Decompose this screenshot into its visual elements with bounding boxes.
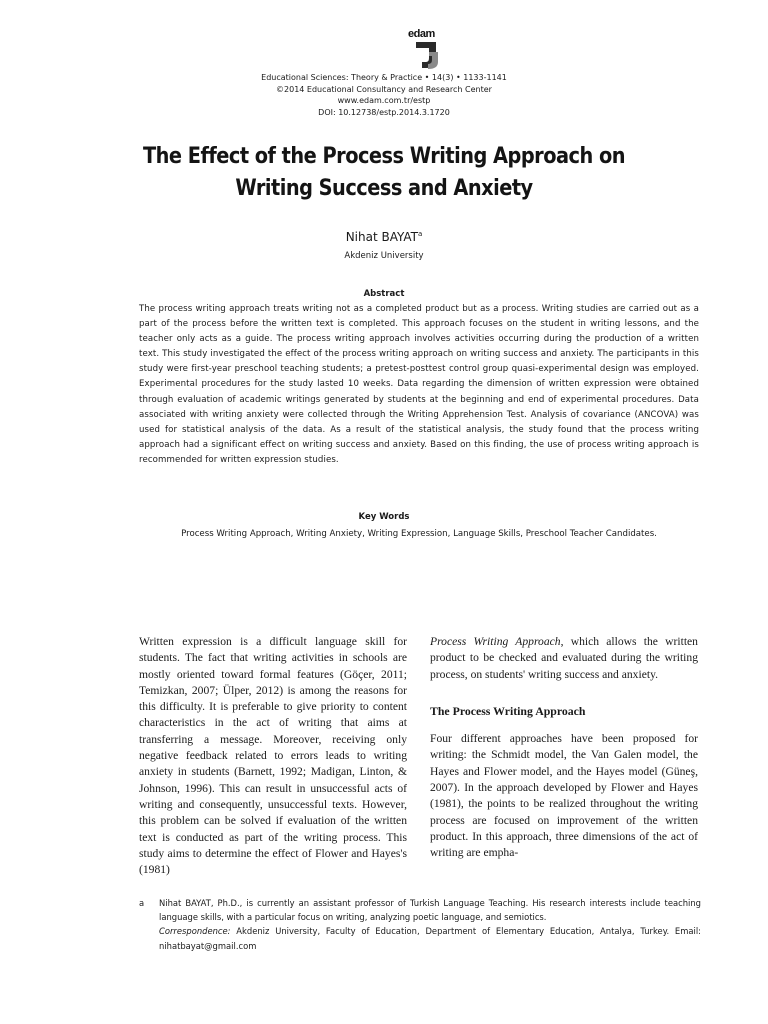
section-heading: The Process Writing Approach <box>430 703 586 718</box>
body-column-left <box>139 634 407 878</box>
body-column-right <box>430 634 698 862</box>
author-footnote-marker: a <box>418 230 423 238</box>
author-footnote <box>139 896 701 953</box>
approach-name-italic: Process Writing Approach <box>430 635 561 648</box>
abstract-heading: Abstract <box>363 289 405 299</box>
journal-copyright: ©2014 Educational Consultancy and Research Center <box>276 84 492 94</box>
footnote-body <box>159 896 701 953</box>
journal-doi[interactable]: DOI: 10.12738/estp.2014.3.1720 <box>318 107 450 117</box>
intro-paragraph: Written expression is a difficult language skill for students. The fact that writing activities in schools are mostly oriented toward formal features (Göçer, 2011; Temizkan, 2007; Ülper, 2012) is among the reasons for this difficulty. It is preferable to give priority to content characteristics in the act of writing that aims at transferring a message. Moreover, receiving only negative feedback related to errors leads to writing anxiety in students (Barnett, 1992; Madigan, Linton, & Johnson, 1996). This can result in unsuccessful acts of writing and consequently, unsuccessful texts. However, this problem can be solved if evaluation of the written text is conducted as part of the writing process. This study aims to determine the effect of Flower and Hayes's (1981) <box>139 635 407 877</box>
intro-continued-text: , which allows the written product to be checked and evaluated during the writing process, on students' writing success and anxiety. <box>430 635 698 681</box>
footnote-correspondence: Akdeniz University, Faculty of Education, Department of Elementary Education, Antalya, Turkey. Email: nihatbayat@gmail.com <box>159 926 701 951</box>
section-paragraph: Four different approaches have been proposed for writing: the Schmidt model, the Van Galen model, the Hayes and Flower model, and the Hayes model (Güneş, 2007). In the approach developed by Flower and Hayes (1981), the points to be realized throughout the writing process are focused on improvement of the written product. In this approach, three dimensions of the act of writing are empha- <box>430 732 698 860</box>
author-line <box>0 230 768 244</box>
author-affiliation: Akdeniz University <box>344 251 424 261</box>
intro-paragraph-continued <box>430 634 698 683</box>
journal-info <box>0 72 768 118</box>
paper-title: The Effect of the Process Writing Approach on Writing Success and Anxiety <box>142 143 626 201</box>
author-name: Nihat BAYAT <box>345 230 418 244</box>
abstract-text: The process writing approach treats writing not as a completed product but as a process. Writing studies are carried out as a part of the process before the written text is completed. This approach focuses on the student in writing lessons, and the teacher only acts as a guide. The process writing approach involves activities occurring during the production of a written text. This study investigated the effect of the process writing approach on writing success and anxiety. The participants in this study were first-year preschool teaching students; a pretest-posttest control group quasi-experimental design was employed. Experimental procedures for the study lasted 10 weeks. Data regarding the dimension of written expression were obtained through evaluation of academic writings generated by students at the beginning and end of experimental procedures. Data associated with writing anxiety were collected through the Writing Apprehension Test. Analysis of covariance (ANCOVA) was used for statistical analysis of the data. As a result of the statistical analysis, the study found that the process writing approach had a significant effect on writing success and anxiety. Based on this finding, the use of process writing approach is recommended for written expression studies. <box>139 304 699 465</box>
journal-logo <box>408 28 448 72</box>
edam-logo-icon <box>414 40 440 70</box>
footnote-bio: Nihat BAYAT, Ph.D., is currently an assistant professor of Turkish Language Teaching. His research interests include teaching language skills, with a particular focus on writing, analyzing poetic language, and semiotics. <box>159 898 701 923</box>
footnote-marker: a <box>139 898 145 908</box>
keywords-text: Process Writing Approach, Writing Anxiety, Writing Expression, Language Skills, Preschool Teacher Candidates. <box>181 529 657 539</box>
journal-url[interactable]: www.edam.com.tr/estp <box>337 96 431 105</box>
logo-text: edam <box>408 28 435 40</box>
journal-citation: Educational Sciences: Theory & Practice • 14(3) • 1133-1141 <box>261 73 507 82</box>
footnote-correspondence-label: Correspondence: <box>159 926 231 937</box>
keywords-heading: Key Words <box>358 512 410 522</box>
